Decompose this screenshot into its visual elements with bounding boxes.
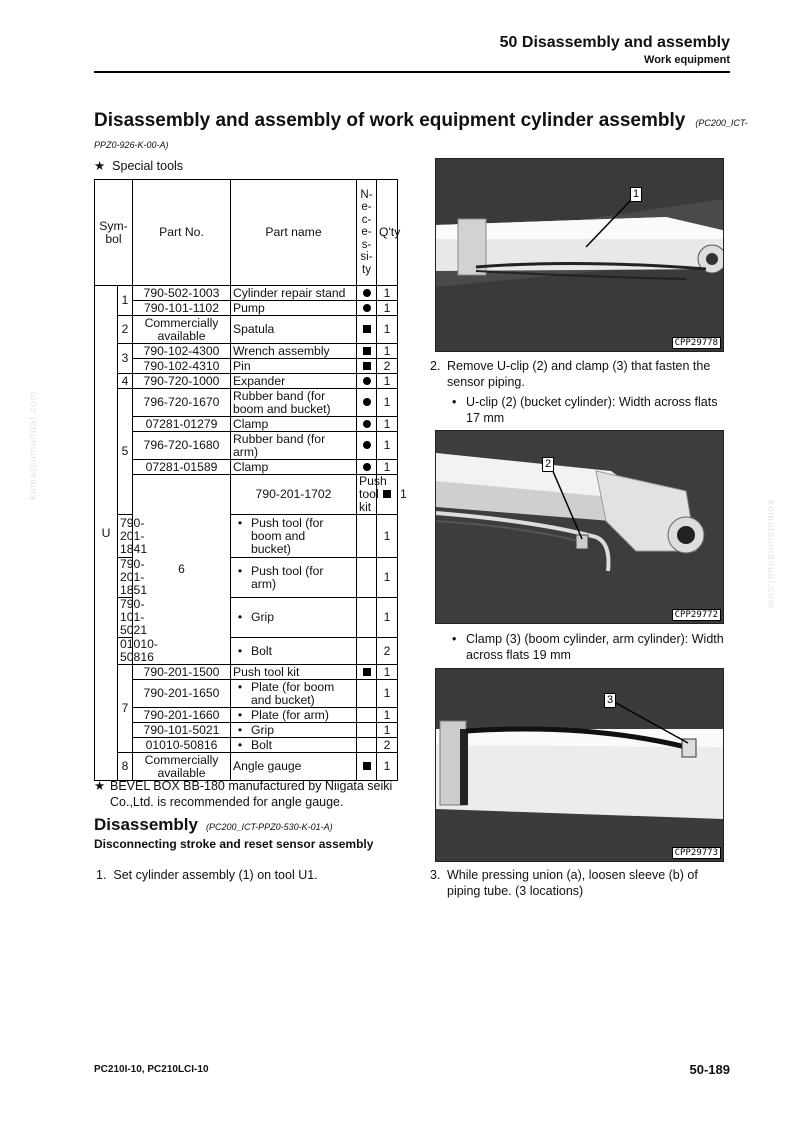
bullet-icon: • bbox=[237, 722, 243, 737]
col-header-part-no: Part No. bbox=[133, 180, 231, 286]
part-no-cell: 07281-01589 bbox=[133, 460, 231, 475]
filled-square-icon bbox=[363, 325, 371, 333]
necessity-cell bbox=[357, 598, 377, 638]
page-title-ref-cont: PPZ0-926-K-00-A) bbox=[94, 140, 169, 150]
step-3-text: While pressing union (a), loosen sleeve (b) of piping tube. (3 locations) bbox=[447, 868, 698, 898]
part-no-cell: 796-720-1680 bbox=[133, 432, 231, 460]
tool-number-cell: 8 bbox=[118, 753, 133, 781]
qty-cell: 1 bbox=[377, 389, 398, 417]
necessity-cell bbox=[357, 708, 377, 723]
part-no-cell: 796-720-1670 bbox=[133, 389, 231, 417]
table-row bbox=[95, 753, 398, 781]
part-name-text: Plate (for boom and bucket) bbox=[251, 679, 335, 707]
step-2-num: 2. bbox=[430, 359, 441, 373]
necessity-cell bbox=[357, 432, 377, 460]
necessity-cell bbox=[357, 389, 377, 417]
filled-circle-icon bbox=[363, 304, 371, 312]
table-row bbox=[95, 558, 398, 598]
part-name-cell: Rubber band (for boom and bucket) bbox=[231, 389, 357, 417]
part-name-cell: Pump bbox=[231, 301, 357, 316]
figure-2-illustration bbox=[436, 431, 723, 623]
part-name-cell: Push tool kit bbox=[231, 665, 357, 680]
bullet-icon: • bbox=[237, 737, 243, 752]
figure-2 bbox=[435, 430, 724, 624]
qty-cell: 2 bbox=[377, 638, 398, 665]
figure-1-illustration bbox=[436, 159, 723, 351]
filled-circle-icon bbox=[363, 398, 371, 406]
tool-number-cell: 7 bbox=[118, 665, 133, 753]
part-name-cell bbox=[231, 708, 357, 723]
disassembly-ref: (PC200_ICT-PPZ0-530-K-01-A) bbox=[205, 822, 333, 832]
star-icon: ★ bbox=[94, 779, 106, 793]
table-row bbox=[95, 680, 398, 708]
table-row bbox=[95, 389, 398, 417]
part-name-cell: Pin bbox=[231, 359, 357, 374]
figure-2-code: CPP29772 bbox=[672, 609, 721, 621]
part-name-cell bbox=[231, 558, 357, 598]
part-name-text: Grip bbox=[251, 610, 275, 624]
table-row bbox=[95, 359, 398, 374]
watermark-left bbox=[28, 391, 39, 500]
necessity-cell bbox=[357, 515, 377, 558]
table-row bbox=[95, 432, 398, 460]
filled-square-icon bbox=[363, 668, 371, 676]
figure-3-code: CPP29773 bbox=[672, 847, 721, 859]
page-title-text: Disassembly and assembly of work equipment cylinder assembly bbox=[94, 110, 686, 131]
bullet-icon: • bbox=[237, 679, 243, 694]
necessity-cell bbox=[357, 753, 377, 781]
qty-cell: 1 bbox=[377, 708, 398, 723]
qty-cell: 1 bbox=[377, 665, 398, 680]
table-row bbox=[95, 598, 398, 638]
table-row bbox=[95, 316, 398, 344]
tool-number-cell: 3 bbox=[118, 344, 133, 374]
qty-cell: 1 bbox=[377, 286, 398, 301]
table-row bbox=[95, 286, 398, 301]
table-row bbox=[95, 665, 398, 680]
necessity-cell bbox=[357, 374, 377, 389]
table-row bbox=[95, 460, 398, 475]
qty-cell: 1 bbox=[377, 558, 398, 598]
qty-cell: 1 bbox=[377, 432, 398, 460]
special-tools-label bbox=[94, 158, 183, 174]
part-no-cell: 790-201-1650 bbox=[133, 680, 231, 708]
tool-number-cell: 2 bbox=[118, 316, 133, 344]
part-no-cell: Commercially available bbox=[133, 316, 231, 344]
step-1 bbox=[96, 867, 318, 883]
part-no-cell: 790-720-1000 bbox=[133, 374, 231, 389]
bullet-u-clip-text: U-clip (2) (bucket cylinder): Width across flats 17 mm bbox=[466, 395, 718, 425]
part-no-cell: 790-201-1500 bbox=[133, 665, 231, 680]
tool-number-cell: 5 bbox=[118, 389, 133, 515]
necessity-cell bbox=[357, 286, 377, 301]
page-number: 50-189 bbox=[689, 1062, 730, 1077]
necessity-cell bbox=[357, 680, 377, 708]
bullet-clamp bbox=[452, 631, 727, 663]
table-row bbox=[95, 638, 398, 665]
filled-square-icon bbox=[363, 347, 371, 355]
tool-number-cell: 6 bbox=[133, 475, 231, 665]
watermark-right bbox=[765, 500, 776, 609]
bullet-clamp-text: Clamp (3) (boom cylinder, arm cylinder): Width across flats 19 mm bbox=[466, 632, 724, 662]
part-no-cell: 790-102-4310 bbox=[133, 359, 231, 374]
filled-circle-icon bbox=[363, 441, 371, 449]
part-no-cell: 01010-50816 bbox=[133, 738, 231, 753]
part-no-cell: 07281-01279 bbox=[133, 417, 231, 432]
page-title-ref: (PC200_ICT- bbox=[695, 118, 748, 128]
part-no-cell: 790-101-5021 bbox=[133, 723, 231, 738]
necessity-cell bbox=[357, 417, 377, 432]
part-no-cell: Commercially available bbox=[133, 753, 231, 781]
callout-2: 2 bbox=[542, 457, 554, 472]
table-row bbox=[95, 708, 398, 723]
filled-circle-icon bbox=[363, 420, 371, 428]
filled-circle-icon bbox=[363, 289, 371, 297]
qty-cell: 1 bbox=[377, 460, 398, 475]
step-3 bbox=[430, 867, 730, 899]
part-name-cell bbox=[231, 738, 357, 753]
qty-cell: 1 bbox=[377, 723, 398, 738]
watermark-right-text: komatsumanual.com bbox=[765, 500, 776, 610]
bullet-u-clip bbox=[452, 394, 727, 426]
necessity-cell bbox=[357, 638, 377, 665]
section-title: 50 Disassembly and assembly bbox=[499, 34, 730, 51]
star-icon: ★ bbox=[94, 159, 106, 173]
qty-cell: 1 bbox=[377, 301, 398, 316]
bullet-icon: • bbox=[237, 515, 243, 530]
filled-square-icon bbox=[363, 762, 371, 770]
watermark-left-text: komatsumanual.com bbox=[28, 390, 39, 500]
necessity-cell bbox=[357, 460, 377, 475]
subheading: Disconnecting stroke and reset sensor assembly bbox=[94, 837, 374, 851]
part-name-cell bbox=[231, 638, 357, 665]
col-header-qty: Q'ty bbox=[377, 180, 398, 286]
table-row bbox=[95, 723, 398, 738]
table-row: 6 790-201-1702 Push tool kit 1 bbox=[95, 475, 398, 515]
table-row bbox=[95, 374, 398, 389]
part-name-cell: Clamp bbox=[231, 417, 357, 432]
step-1-num: 1. bbox=[96, 868, 107, 882]
section-subtitle: Work equipment bbox=[644, 54, 730, 66]
part-name-text: Grip bbox=[251, 722, 275, 737]
col-header-symbol: Sym- bol bbox=[95, 180, 133, 286]
part-name-cell bbox=[231, 723, 357, 738]
bullet-icon: • bbox=[237, 643, 243, 658]
part-no-cell: 790-201-1851 bbox=[118, 558, 133, 598]
part-name-cell bbox=[231, 680, 357, 708]
part-name-cell: Angle gauge bbox=[231, 753, 357, 781]
special-tools-text: Special tools bbox=[112, 159, 184, 173]
necessity-cell bbox=[357, 359, 377, 374]
note-text: BEVEL BOX BB-180 manufactured by Niigata seiki Co.,Ltd. is recommended for angle gauge. bbox=[110, 779, 393, 809]
part-no-cell: 790-201-1702 bbox=[231, 475, 357, 515]
qty-cell: 2 bbox=[377, 738, 398, 753]
col-header-part-name: Part name bbox=[231, 180, 357, 286]
step-2-text: Remove U-clip (2) and clamp (3) that fasten the sensor piping. bbox=[447, 359, 711, 389]
step-1-text: Set cylinder assembly (1) on tool U1. bbox=[113, 868, 318, 882]
qty-cell: 1 bbox=[377, 598, 398, 638]
part-no-cell: 790-201-1660 bbox=[133, 708, 231, 723]
part-name-text: Bolt bbox=[251, 643, 273, 658]
part-name-cell: Cylinder repair stand bbox=[231, 286, 357, 301]
part-name-cell: Spatula bbox=[231, 316, 357, 344]
part-no-cell: 01010-50816 bbox=[118, 638, 133, 665]
qty-cell: 1 bbox=[377, 374, 398, 389]
necessity-cell bbox=[357, 344, 377, 359]
qty-cell: 2 bbox=[377, 359, 398, 374]
table-row bbox=[95, 301, 398, 316]
qty-cell: 1 bbox=[377, 515, 398, 558]
necessity-cell bbox=[357, 738, 377, 753]
footer-models: PC210I-10, PC210LCI-10 bbox=[94, 1064, 209, 1075]
part-no-cell: 790-201-1841 bbox=[118, 515, 133, 558]
part-name-text: Plate (for arm) bbox=[251, 707, 329, 722]
necessity-cell bbox=[357, 301, 377, 316]
col-header-necessity: N- e- c- e- s- si- ty bbox=[357, 180, 377, 286]
page-title bbox=[94, 110, 748, 132]
callout-3: 3 bbox=[604, 693, 616, 708]
symbol-cell: U bbox=[95, 286, 118, 781]
necessity-cell bbox=[357, 558, 377, 598]
angle-gauge-note bbox=[94, 778, 394, 810]
special-tools-table bbox=[94, 179, 407, 781]
figure-3-illustration bbox=[436, 669, 723, 861]
figure-3 bbox=[435, 668, 724, 862]
figure-1 bbox=[435, 158, 724, 352]
bullet-icon: • bbox=[237, 707, 243, 722]
step-2 bbox=[430, 358, 730, 390]
part-name-cell: Rubber band (for arm) bbox=[231, 432, 357, 460]
disassembly-title: Disassembly bbox=[94, 815, 198, 834]
header-rule bbox=[94, 71, 730, 73]
figure-1-code: CPP29778 bbox=[672, 337, 721, 349]
bullet-icon: • bbox=[237, 610, 243, 624]
part-name-cell bbox=[231, 515, 357, 558]
part-name-text: Push tool (for boom and bucket) bbox=[251, 515, 324, 556]
filled-circle-icon bbox=[363, 463, 371, 471]
part-name-cell: Expander bbox=[231, 374, 357, 389]
disassembly-heading bbox=[94, 815, 333, 835]
part-no-cell: 790-502-1003 bbox=[133, 286, 231, 301]
part-name-text: Push tool (for arm) bbox=[251, 563, 324, 591]
filled-circle-icon bbox=[363, 377, 371, 385]
callout-1: 1 bbox=[630, 187, 642, 202]
bullet-icon: • bbox=[237, 563, 243, 578]
filled-square-icon bbox=[383, 490, 391, 498]
qty-cell: 1 bbox=[377, 417, 398, 432]
qty-cell: 1 bbox=[377, 680, 398, 708]
table-row bbox=[95, 417, 398, 432]
tool-number-cell: 1 bbox=[118, 286, 133, 316]
table-row bbox=[95, 515, 398, 558]
qty-cell: 1 bbox=[377, 344, 398, 359]
part-name-cell: Push tool kit bbox=[357, 475, 377, 515]
bullet-icon: • bbox=[452, 632, 457, 646]
necessity-cell bbox=[357, 665, 377, 680]
necessity-cell bbox=[357, 316, 377, 344]
step-3-num: 3. bbox=[430, 868, 441, 882]
part-no-cell: 790-101-1102 bbox=[133, 301, 231, 316]
part-name-cell: Wrench assembly bbox=[231, 344, 357, 359]
part-name-cell bbox=[231, 598, 357, 638]
part-name-cell: Clamp bbox=[231, 460, 357, 475]
necessity-cell bbox=[357, 723, 377, 738]
tool-number-cell: 4 bbox=[118, 374, 133, 389]
bullet-icon: • bbox=[452, 395, 457, 409]
filled-square-icon bbox=[363, 362, 371, 370]
qty-cell: 1 bbox=[377, 316, 398, 344]
table-row bbox=[95, 738, 398, 753]
part-name-text: Bolt bbox=[251, 737, 273, 752]
part-no-cell: 790-102-4300 bbox=[133, 344, 231, 359]
table-row bbox=[95, 344, 398, 359]
qty-cell: 1 bbox=[377, 753, 398, 781]
part-no-cell: 790-101-5021 bbox=[118, 598, 133, 638]
